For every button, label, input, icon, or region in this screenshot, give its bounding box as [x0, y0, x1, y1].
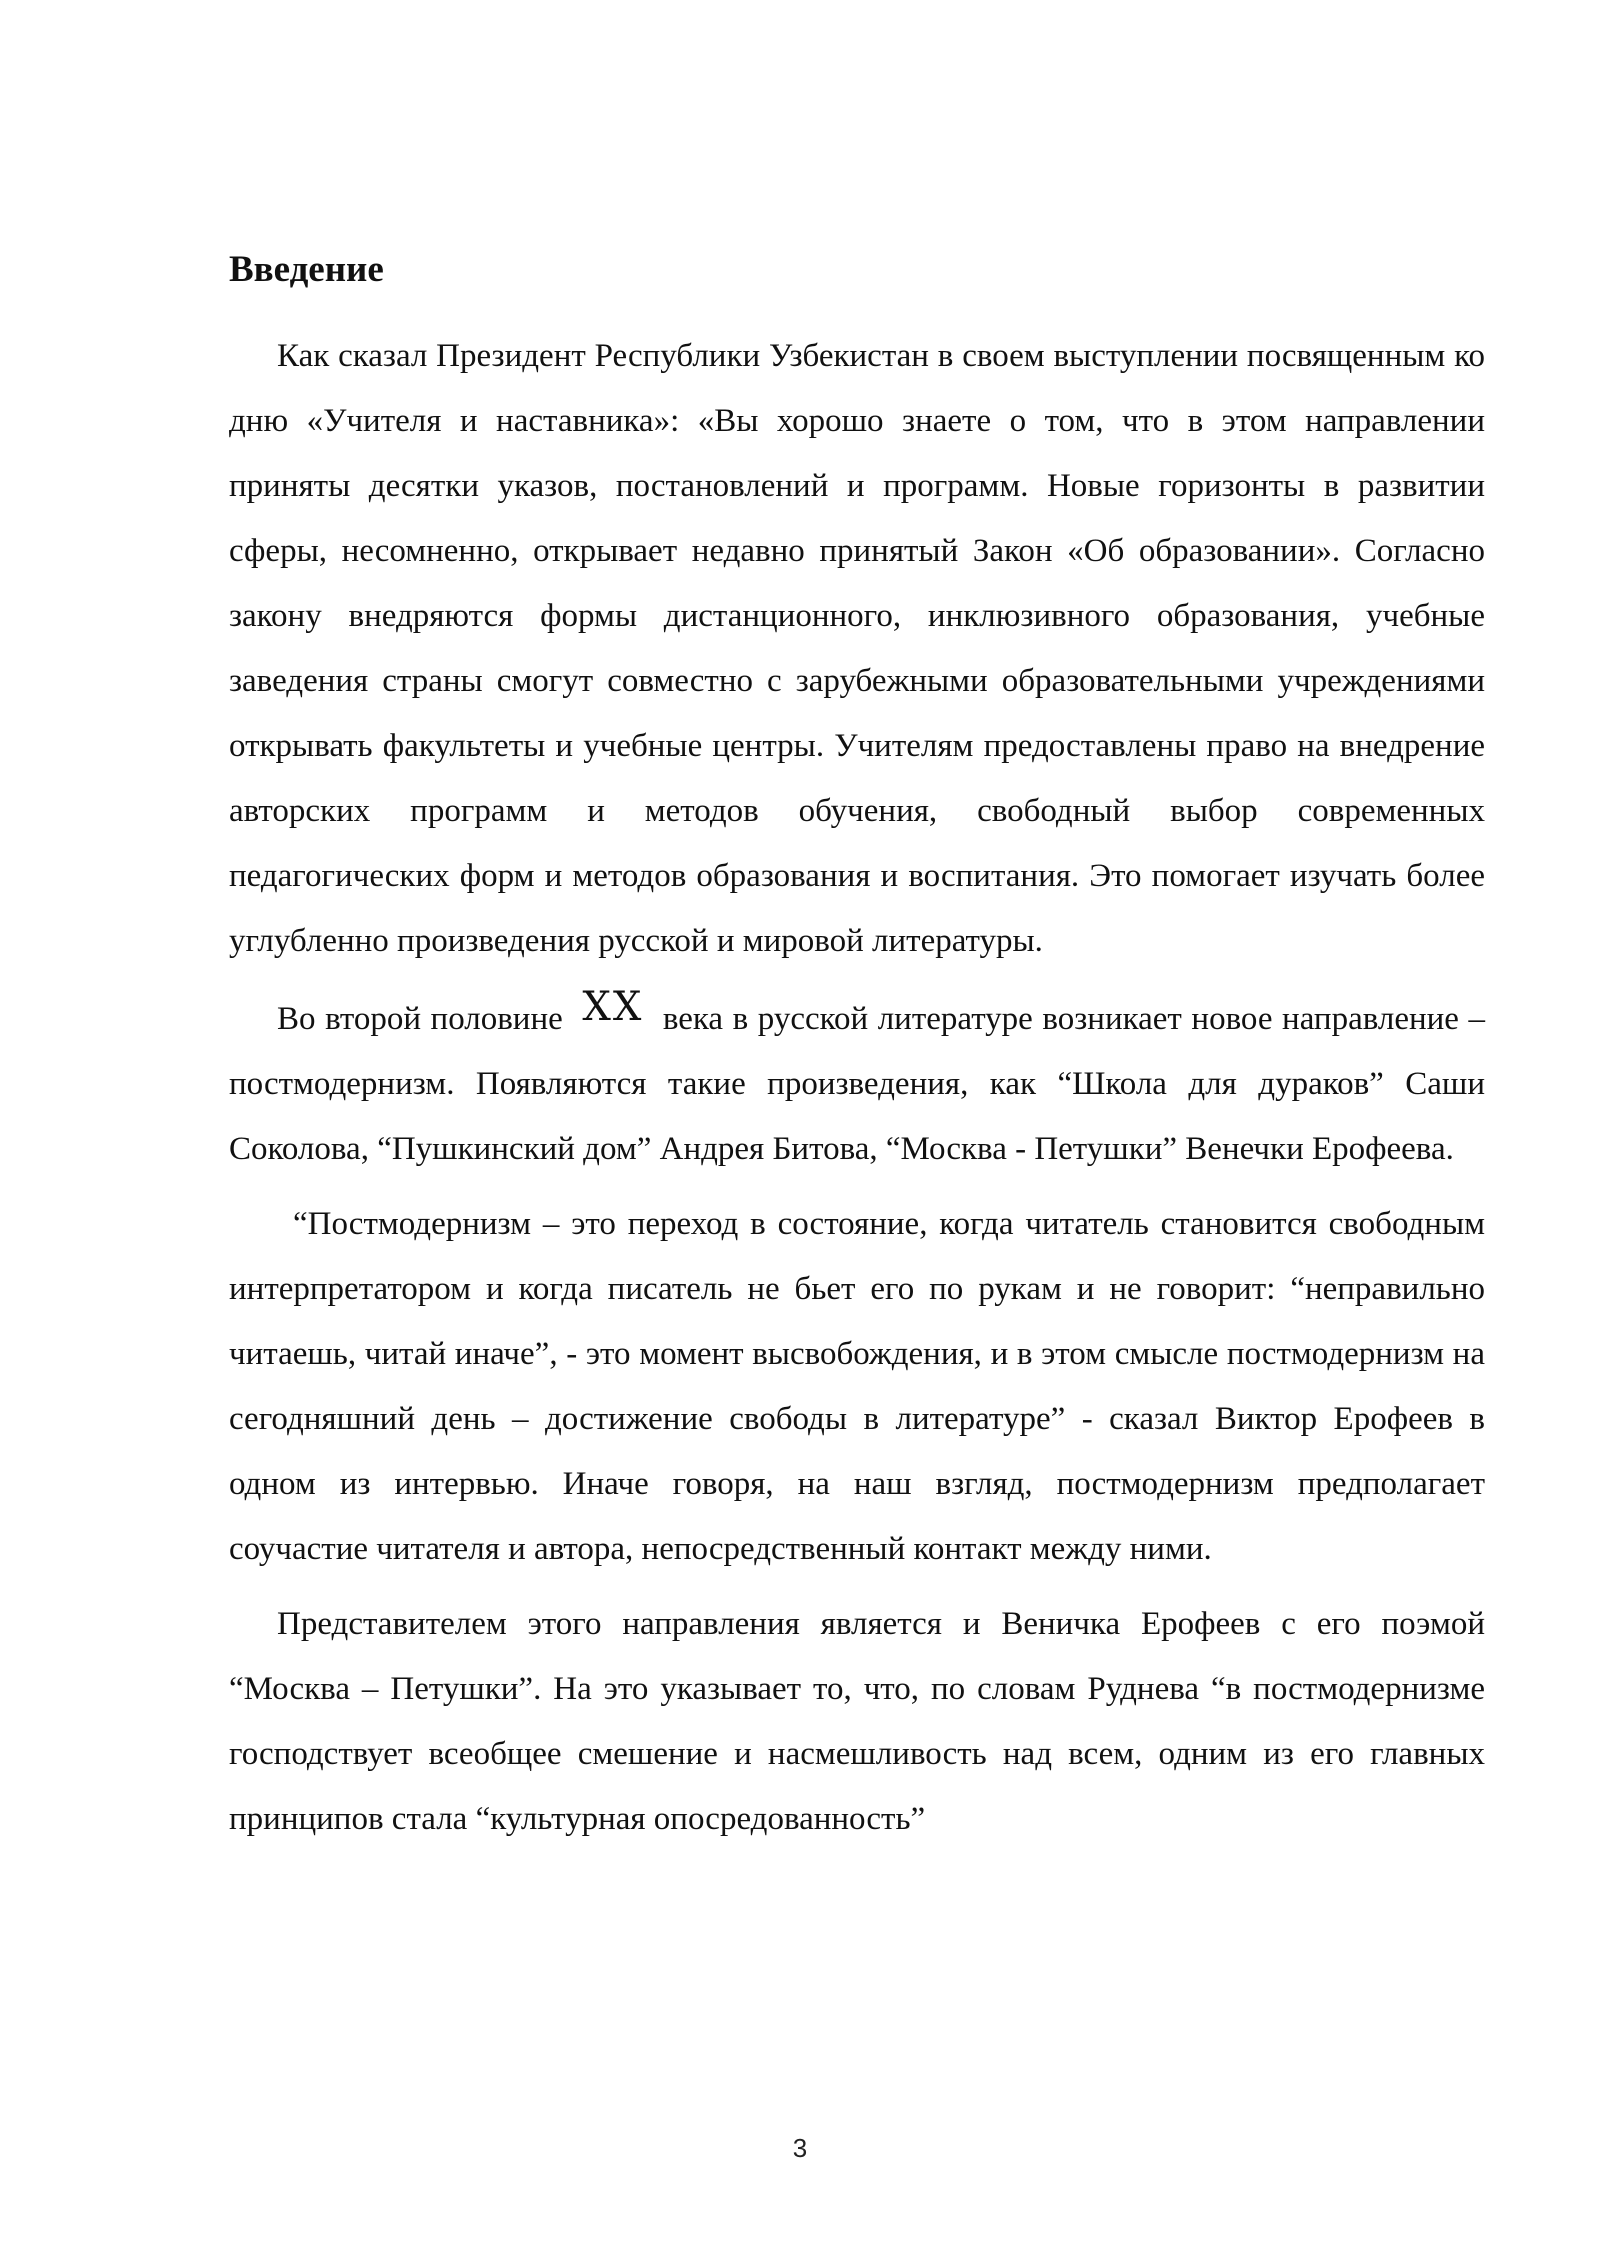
paragraph-quote: “Постмодернизм – это переход в состояние, когда читатель становится свободным интерпретатором и когда писатель не бьет его по рукам и не говорит: “неправильно читаешь, читай иначе”, - это момент высвобождения, и в этом смысле постмодернизм на сегодняшний день – достижение свободы в литературе” - сказал Виктор Ерофеев в одном из интервью. Иначе говоря, на наш взгляд, постмодернизм предполагает соучастие читателя и автора, непосредственный контакт между ними. [229, 1206, 1485, 1567]
century-numeral: XX [582, 984, 644, 1030]
paragraph-text-before: Во второй половине [277, 1001, 563, 1037]
paragraph-postmodernism [229, 984, 1485, 1182]
page-content [229, 240, 1485, 1852]
page-number: 3 [792, 2133, 808, 2163]
section-heading: Введение [229, 249, 384, 290]
paragraph-representative: Представителем этого направления является и Веничка Ерофеев с его поэмой “Москва – Петушки”. На это указывает то, что, по словам Руднева “в постмодернизме господствует всеобщее смешение и насмешливость над всем, одним из его главных принципов стала “культурная опосредованность” [229, 1606, 1485, 1837]
paragraph-intro: Как сказал Президент Республики Узбекистан в своем выступлении посвященным ко дню «Учителя и наставника»: «Вы хорошо знаете о том, что в этом направлении приняты десятки указов, постановлений и программ. Новые горизонты в развитии сферы, несомненно, открывает недавно принятый Закон «Об образовании». Согласно закону внедряются формы дистанционного, инклюзивного образования, учебные заведения страны смогут совместно с зарубежными образовательными учреждениями открывать факультеты и учебные центры. Учителям предоставлены право на внедрение авторских программ и методов обучения, свободный выбор современных педагогических форм и методов образования и воспитания. Это помогает изучать более углубленно произведения русской и мировой литературы. [229, 338, 1485, 959]
paragraph-text-after: века в русской литературе возникает новое направление – постмодернизм. Появляются такие произведения, как “Школа для дураков” Саши Соколова, “Пушкинский дом” Андрея Битова, “Москва - Петушки” Венечки Ерофеева. [229, 1001, 1485, 1167]
